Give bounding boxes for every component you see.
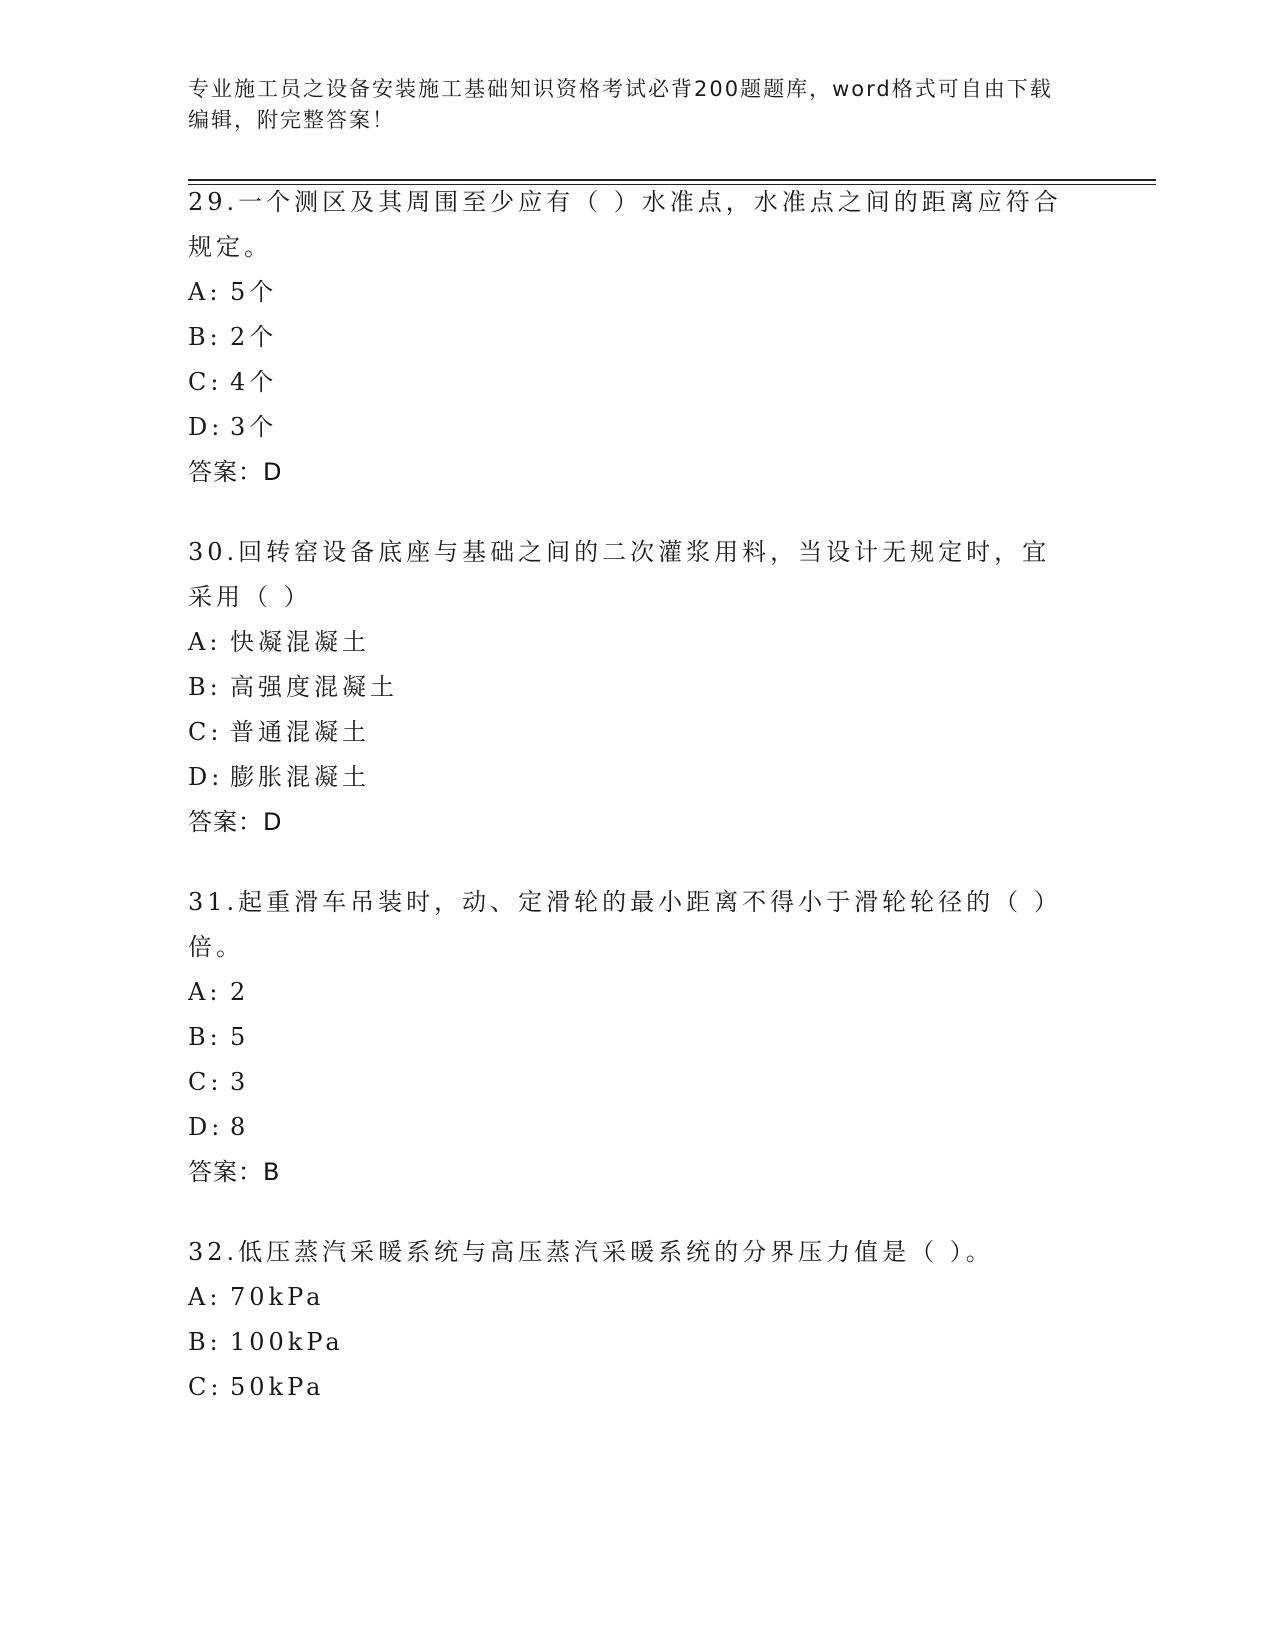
option-text: 2个 xyxy=(230,323,278,351)
document-header: 专业施工员之设备安装施工基础知识资格考试必背200题题库，word格式可自由下载编辑，附完整答案！ xyxy=(188,77,1053,132)
option-key: B: xyxy=(188,1328,222,1356)
option-text: 100kPa xyxy=(230,1328,344,1356)
option-c xyxy=(188,360,1068,405)
option-key: A: xyxy=(188,978,222,1006)
option-key: C: xyxy=(188,1068,223,1096)
option-key: B: xyxy=(188,323,222,351)
option-key: C: xyxy=(188,368,223,396)
option-c xyxy=(188,1060,1068,1105)
question-stem: 31.起重滑车吊装时，动、定滑轮的最小距离不得小于滑轮轮径的（ ）倍。 xyxy=(188,888,1062,961)
option-text: 8 xyxy=(230,1113,250,1141)
option-text: 2 xyxy=(230,978,250,1006)
option-d xyxy=(188,755,1068,800)
answer-line: 答案：D xyxy=(188,458,283,486)
option-b xyxy=(188,665,1068,710)
option-a xyxy=(188,1275,1068,1320)
option-b xyxy=(188,1320,1068,1365)
option-d xyxy=(188,1105,1068,1150)
option-key: B: xyxy=(188,1023,222,1051)
option-a xyxy=(188,970,1068,1015)
question-stem: 30.回转窑设备底座与基础之间的二次灌浆用料，当设计无规定时，宜采用（ ） xyxy=(188,538,1051,611)
option-a xyxy=(188,620,1068,665)
option-text: 4个 xyxy=(230,368,278,396)
option-b xyxy=(188,1015,1068,1060)
question-stem: 29.一个测区及其周围至少应有（ ）水准点，水准点之间的距离应符合规定。 xyxy=(188,188,1062,261)
option-key: D: xyxy=(188,1113,224,1141)
option-text: 3 xyxy=(230,1068,250,1096)
option-a xyxy=(188,270,1068,315)
option-text: 快凝混凝土 xyxy=(230,628,370,656)
option-c xyxy=(188,1365,1068,1410)
option-key: A: xyxy=(188,278,222,306)
option-key: C: xyxy=(188,1373,223,1401)
option-key: B: xyxy=(188,673,222,701)
option-text: 普通混凝土 xyxy=(230,718,370,746)
option-key: C: xyxy=(188,718,223,746)
option-text: 70kPa xyxy=(230,1283,325,1311)
answer-line: 答案：B xyxy=(188,1158,281,1186)
option-text: 3个 xyxy=(230,413,278,441)
option-text: 膨胀混凝土 xyxy=(230,763,370,791)
question-31 xyxy=(188,880,1068,1195)
option-key: A: xyxy=(188,628,222,656)
question-32 xyxy=(188,1230,1068,1410)
option-key: D: xyxy=(188,763,224,791)
option-text: 高强度混凝土 xyxy=(230,673,398,701)
option-text: 5个 xyxy=(230,278,278,306)
option-d xyxy=(188,405,1068,450)
question-29 xyxy=(188,180,1068,495)
option-b xyxy=(188,315,1068,360)
answer-line: 答案：D xyxy=(188,808,283,836)
option-key: A: xyxy=(188,1283,222,1311)
option-text: 5 xyxy=(230,1023,250,1051)
option-key: D: xyxy=(188,413,224,441)
question-stem: 32.低压蒸汽采暖系统与高压蒸汽采暖系统的分界压力值是（ ）。 xyxy=(188,1238,994,1266)
option-c xyxy=(188,710,1068,755)
option-text: 50kPa xyxy=(230,1373,325,1401)
question-30 xyxy=(188,530,1068,845)
